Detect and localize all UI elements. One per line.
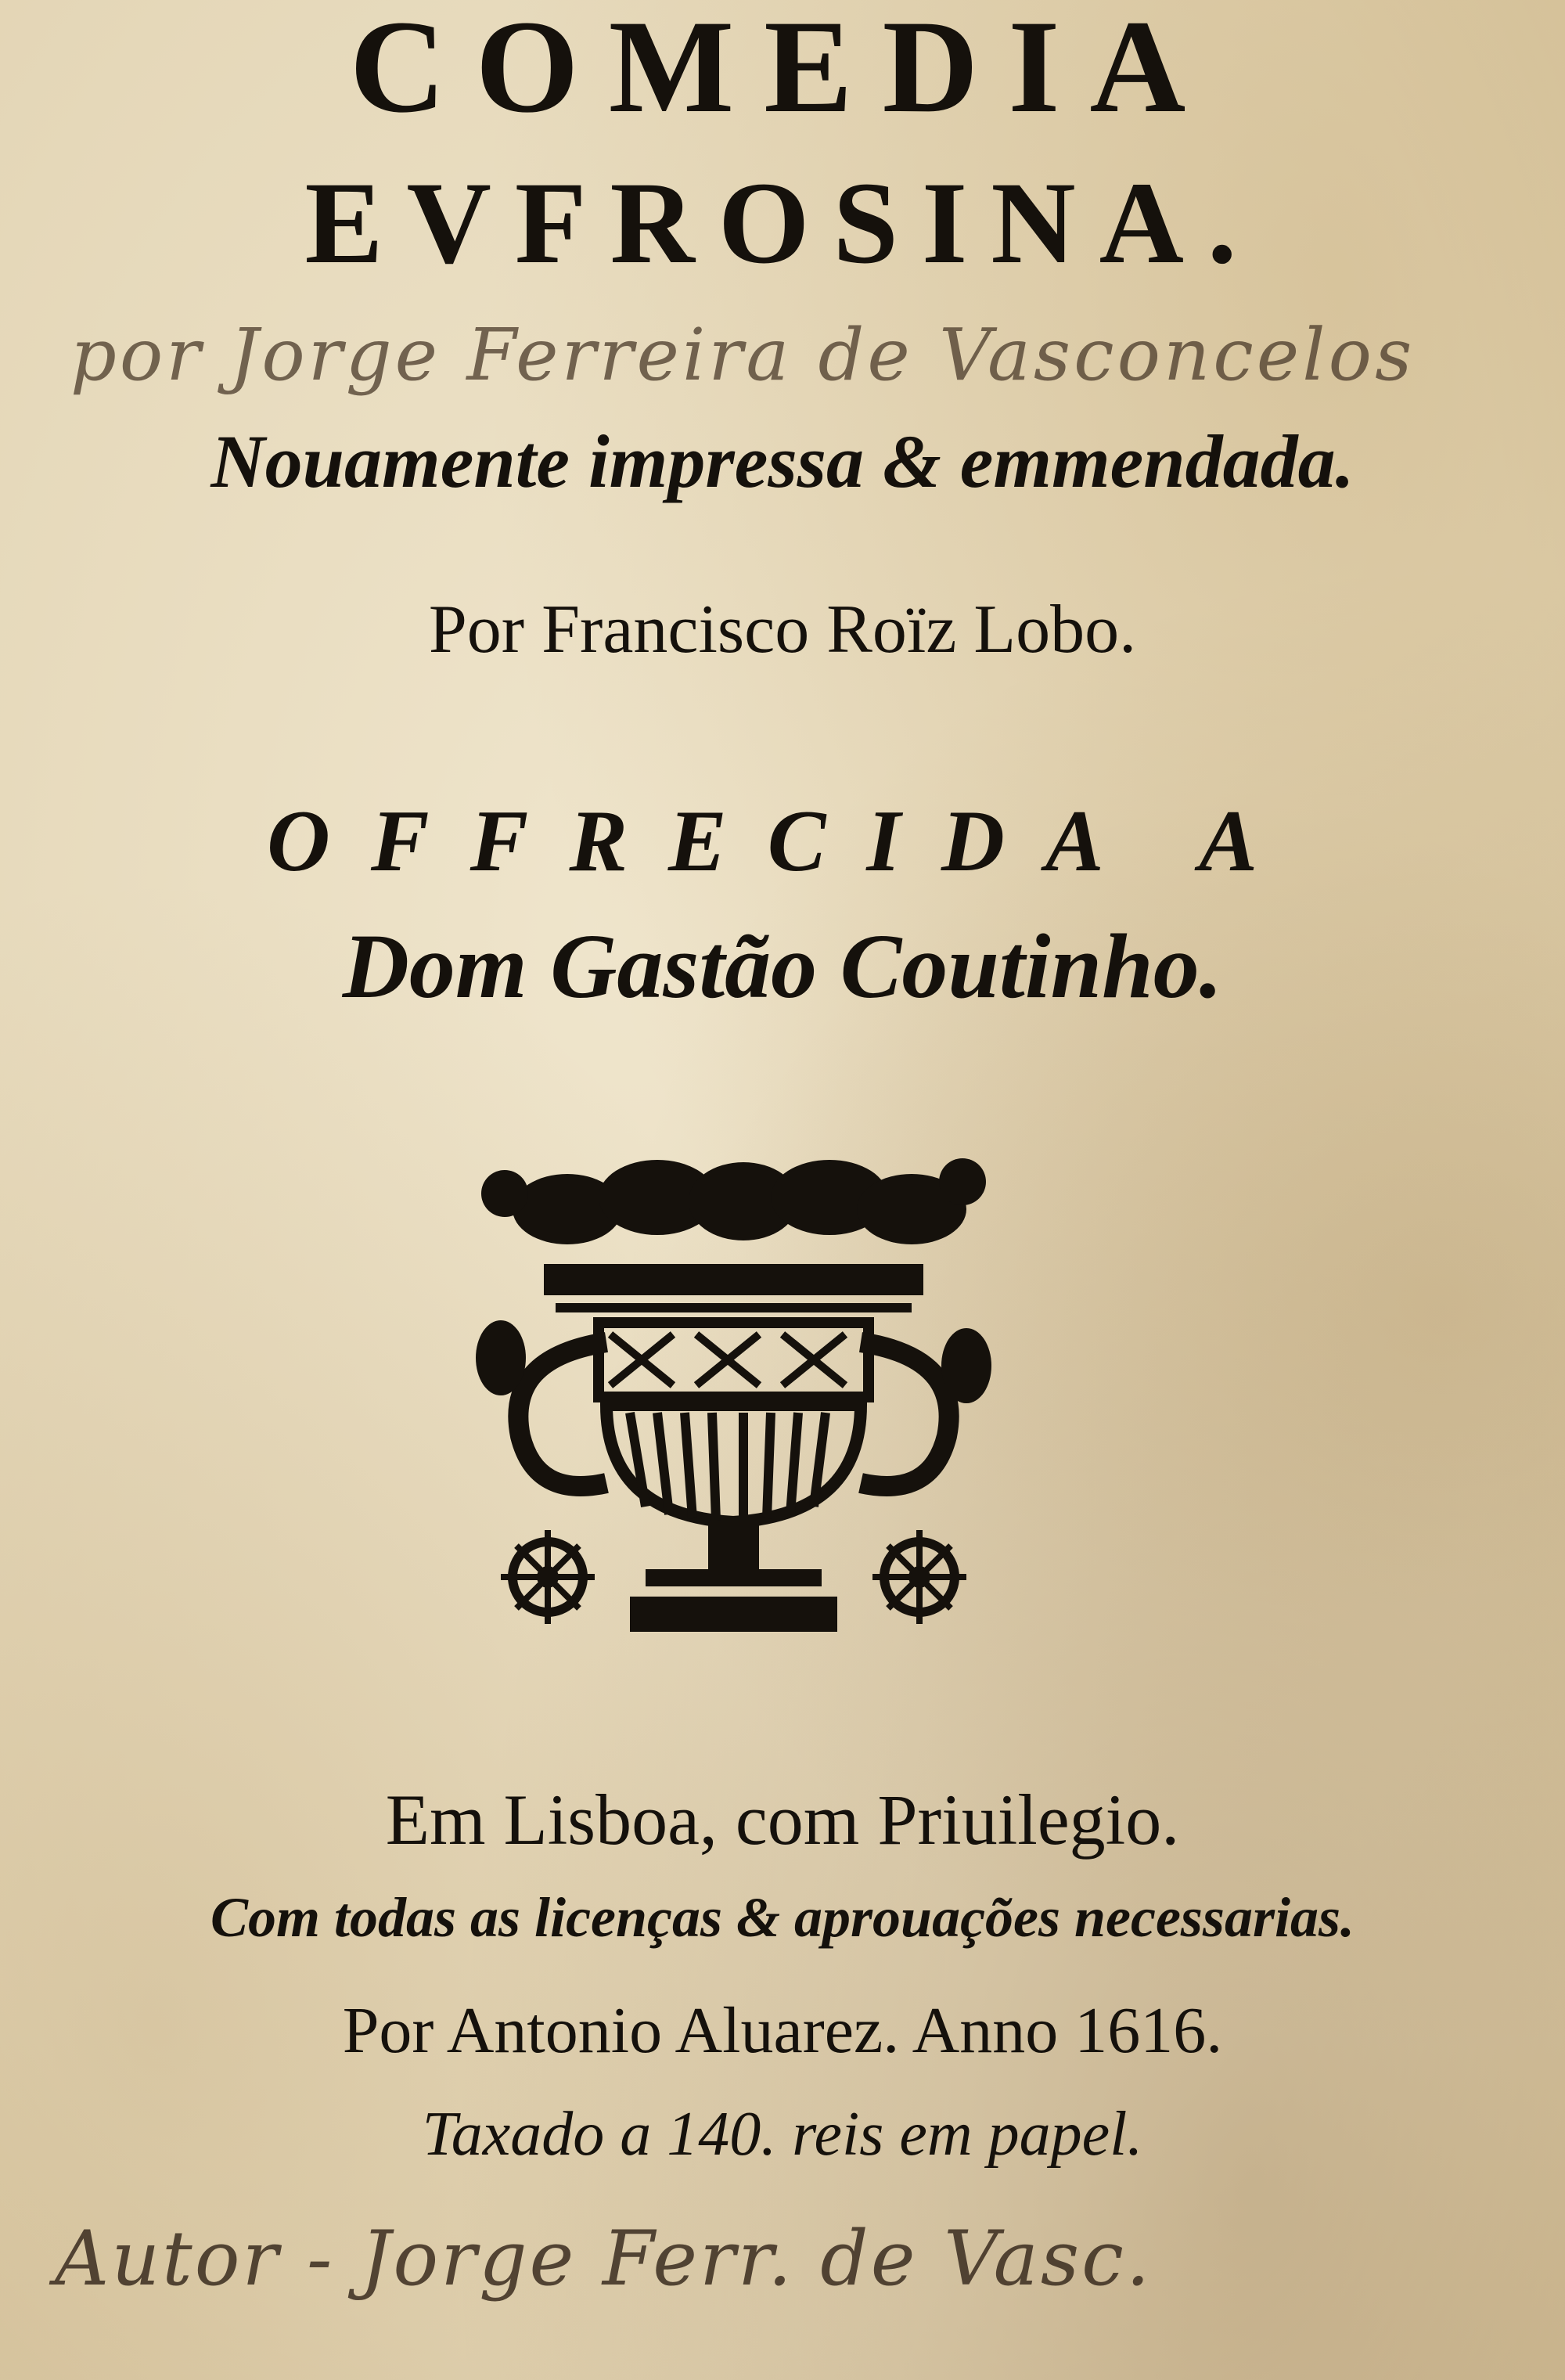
dedication-line-1: OFFRECIDA A (267, 793, 1298, 890)
title-line-2: EVFROSINA. (304, 158, 1261, 288)
imprint-price: Taxado a 140. reis em papel. (422, 2100, 1143, 2169)
imprint-place: Em Lisboa, com Priuilegio. (385, 1780, 1180, 1860)
subtitle: Nouamente impressa & emmendada. (210, 419, 1355, 503)
imprint-printer-year: Por Antonio Aluarez. Anno 1616. (342, 1994, 1223, 2067)
title-line-1: COMEDIA (349, 0, 1216, 140)
imprint-licences: Com todas as licenças & aprouações necessarias. (210, 1886, 1355, 1949)
editor-line: Por Francisco Roïz Lobo. (428, 592, 1137, 668)
handwritten-author-note-bottom: Autor - Jorge Ferr. de Vasc. (55, 2215, 1153, 2303)
urn-with-flowers-woodcut (473, 1154, 994, 1644)
handwritten-author-note-top: por Jorge Ferreira de Vasconcelos (70, 313, 1416, 397)
dedication-line-2: Dom Gastão Coutinho. (342, 915, 1223, 1017)
